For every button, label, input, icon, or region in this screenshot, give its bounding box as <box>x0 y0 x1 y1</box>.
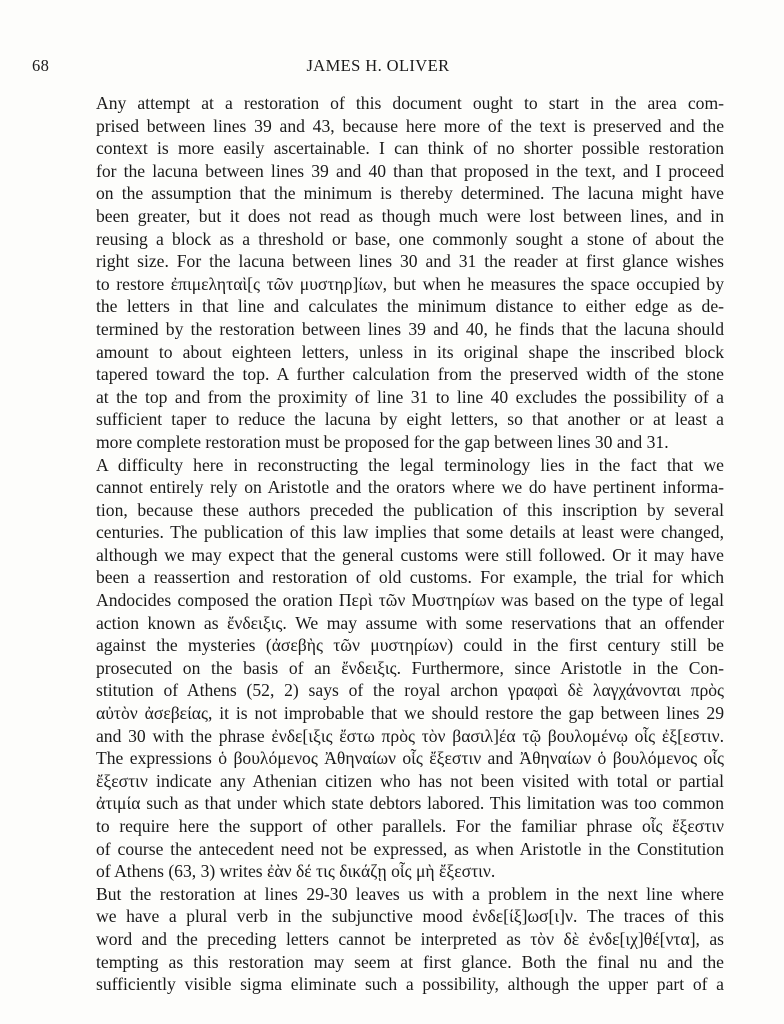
text-line: action known as ἔνδειξις. We may assume with some reservations that an offender <box>96 612 724 633</box>
text-line: been a reassertion and restoration of old customs. For example, the trial for which <box>96 567 724 588</box>
text-line: reusing a block as a threshold or base, one commonly sought a stone of about the <box>96 228 724 249</box>
text-line: more complete restoration must be proposed for the gap between lines 30 and 31. <box>96 431 669 452</box>
running-head: JAMES H. OLIVER <box>306 56 450 75</box>
text-line: of Athens (63, 3) writes ἐὰν δέ τις δικάζῃ οἷς μὴ ἔξεστιν. <box>96 861 496 882</box>
text-line: although we may expect that the general customs were still followed. Or it may have <box>96 544 724 565</box>
text-line: sufficiently visible sigma eliminate such a possibility, although the upper part of a <box>96 974 724 995</box>
text-line: context is more easily ascertainable. I can think of no shorter possible restoration <box>96 138 724 159</box>
page-number: 68 <box>32 56 50 75</box>
text-line: been greater, but it does not read as though much were lost between lines, and in <box>96 205 724 226</box>
text-line: word and the preceding letters cannot be interpreted as τὸν δὲ ἐνδε[ιχ]θέ[ντα], as <box>96 928 724 949</box>
text-line: A difficulty here in reconstructing the legal terminology lies in the fact that we <box>96 454 724 475</box>
page-header <box>32 56 724 78</box>
text-line: The expressions ὁ βουλόμενος Ἀθηναίων οἷς ἔξεστιν and Ἀθηναίων ὁ βουλόμενος οἷς <box>96 748 724 769</box>
text-line: Andocides composed the oration Περὶ τῶν Μυστηρίων was based on the type of legal <box>96 590 724 611</box>
text-line: of course the antecedent need not be expressed, as when Aristotle in the Constitution <box>96 838 724 859</box>
text-line: cannot entirely rely on Aristotle and the orators where we do have pertinent informa- <box>96 477 724 498</box>
text-line: termined by the restoration between lines 39 and 40, he finds that the lacuna should <box>96 318 724 339</box>
text-line: Any attempt at a restoration of this document ought to start in the area com- <box>96 93 724 113</box>
paragraph <box>56 883 724 996</box>
text-line: αὐτὸν ἀσεβείας, it is not improbable that we should restore the gap between lines 29 <box>96 703 724 724</box>
text-line: to require here the support of other parallels. For the familiar phrase οἷς ἔξεστιν <box>96 816 724 836</box>
text-line: tempting as this restoration may seem at first glance. Both the final nu and the <box>96 951 724 972</box>
text-line: ἔξεστιν indicate any Athenian citizen who has not been visited with total or partial <box>96 770 724 791</box>
text-line: prised between lines 39 and 43, because here more of the text is preserved and the <box>96 115 724 136</box>
text-line: tion, because these authors preceded the publication of this inscription by several <box>96 499 724 520</box>
text-line: right size. For the lacuna between lines 30 and 31 the reader at first glance wishes <box>96 251 724 272</box>
text-line: ἀτιμία such as that under which state debtors labored. This limitation was too common <box>96 793 724 814</box>
text-line: sufficient taper to reduce the lacuna by eight letters, so that another or at least a <box>96 409 724 430</box>
text-line: on the assumption that the minimum is thereby determined. The lacuna might have <box>96 183 724 204</box>
paragraph <box>56 92 724 454</box>
text-line: we have a plural verb in the subjunctive mood ἐνδε[ίξ]ωσ[ι]ν. The traces of this <box>96 906 724 927</box>
text-line: But the restoration at lines 29-30 leaves us with a problem in the next line where <box>96 883 724 904</box>
text-line: prosecuted on the basis of an ἔνδειξις. Furthermore, since Aristotle in the Con- <box>96 657 724 678</box>
text-line: stitution of Athens (52, 2) says of the royal archon γραφαὶ δὲ λαγχάνονται πρὸς <box>96 680 724 701</box>
text-line: for the lacuna between lines 39 and 40 than that proposed in the text, and I proceed <box>96 160 724 181</box>
text-line: tapered toward the top. A further calculation from the preserved width of the stone <box>96 364 724 385</box>
text-line: centuries. The publication of this law implies that some details at least were changed, <box>96 522 724 543</box>
paragraph <box>56 454 724 883</box>
text-line: amount to about eighteen letters, unless in its original shape the inscribed block <box>96 341 724 362</box>
text-line: to restore ἐπιμεληταὶ[ς τῶν μυστηρ]ίων, but when he measures the space occupied by <box>96 273 724 294</box>
text-line: at the top and from the proximity of line 31 to line 40 excludes the possibility of a <box>96 386 724 407</box>
body-text <box>56 92 724 996</box>
text-line: the letters in that line and calculates the minimum distance to either edge as de- <box>96 296 724 317</box>
text-line: against the mysteries (ἀσεβὴς τῶν μυστηρίων) could in the first century still be <box>96 635 724 656</box>
text-line: and 30 with the phrase ἐνδε[ιξις ἔστω πρὸς τὸν βασιλ]έα τῷ βουλομένῳ οἷς ἐξ[εστιν. <box>96 725 724 746</box>
